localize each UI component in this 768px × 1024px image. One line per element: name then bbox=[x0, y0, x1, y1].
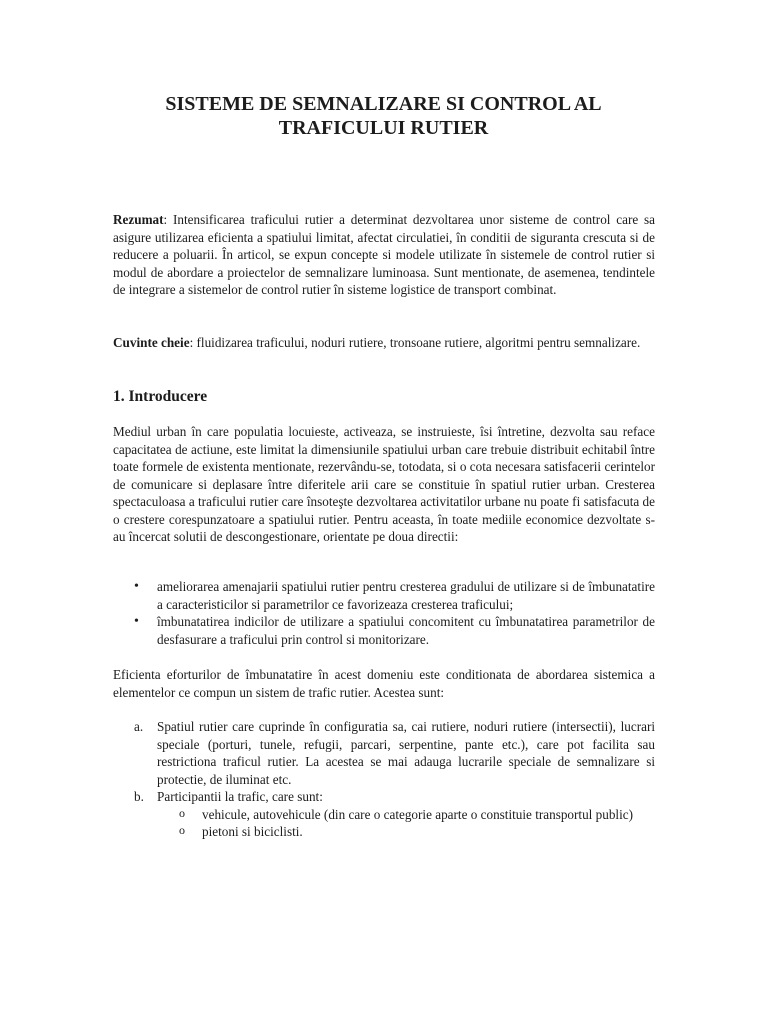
list-marker: b. bbox=[134, 789, 144, 804]
bullet-item: • ameliorarea amenajarii spatiului rutier pentru cresterea gradului de utilizare si de îmbunatatire a caracteristicilor si parametrilor ce favorizeaza cresterea traficului; bbox=[157, 578, 655, 613]
abstract-text: : Intensificarea traficului rutier a determinat dezvoltarea unor sisteme de control care sa asigure utilizarea eficienta a spatiului limitat, afectat circulatiei, în conditii de siguranta crescuta si de reducere a poluarii. În articol, se expun concepte si modele utilizate în sistemele de control rutier si modul de abordare a proiectelor de semnalizare luminoasa. Sunt mentionate, de asemenea, tendintele de integrare a sistemelor de control rutier în sisteme logistice de transport combinat. bbox=[113, 212, 655, 297]
abstract-label: Rezumat bbox=[113, 212, 164, 227]
bullet-list bbox=[157, 578, 655, 648]
lettered-item bbox=[134, 788, 655, 841]
sub-item-text: vehicule, autovehicule (din care o categorie aparte o constituie transportul public) bbox=[202, 806, 633, 822]
keywords-text: : fluidizarea traficului, noduri rutiere, tronsoane rutiere, algoritmi pentru semnalizare. bbox=[189, 335, 641, 350]
section-heading: 1. Introducere bbox=[113, 388, 208, 405]
bullet-item: • îmbunatatirea indicilor de utilizare a spatiului concomitent cu îmbunatatirea parametrilor de desfasurare a traficului prin control si monitorizare. bbox=[157, 613, 655, 648]
sub-list bbox=[157, 806, 655, 841]
intro-paragraph: Mediul urban în care populatia locuieste, activeaza, se instruieste, îsi întretine, dezvolta sau reface capacitatea de actiune, este limitat la dimensiunile spatiului urban care trebuie distribuit echitabil între toate formele de existenta mentionate, rezervându-se, totodata, si o cota necesara satisfacerii cerintelor de comunicare si deplasare între diferitele arii care se constituie în spatiul rutier urban. Cresterea spectaculoasa a traficului rutier care însoteşte dezvoltarea activitatilor urbane nu poate fi satisfacuta de o crestere corespunzatoare a spatiului rutier. Pentru aceasta, în toate mediile economice dezvoltate s-au încercat solutii de descongestionare, orientate pe doua directii: bbox=[113, 424, 655, 544]
lettered-item bbox=[134, 718, 655, 788]
keywords-label: Cuvinte cheie bbox=[113, 335, 190, 350]
abstract-paragraph bbox=[113, 211, 655, 299]
systemic-paragraph: Eficienta eforturilor de îmbunatatire în acest domeniu este conditionata de abordarea sistemica a elementelor ce compun un sistem de trafic rutier. Acestea sunt: bbox=[113, 667, 655, 700]
keywords-paragraph bbox=[113, 334, 655, 352]
lettered-item-text: Participantii la trafic, care sunt: bbox=[157, 789, 323, 804]
circle-bullet-icon: o bbox=[179, 823, 185, 837]
lettered-list bbox=[134, 718, 655, 841]
sub-item bbox=[179, 805, 655, 824]
sub-item-text: pietoni si biciclisti. bbox=[202, 824, 303, 839]
sub-item bbox=[179, 823, 655, 841]
list-marker: a. bbox=[134, 719, 144, 734]
document-title: SISTEME DE SEMNALIZARE SI CONTROL AL TRAFICULUI RUTIER bbox=[165, 93, 602, 139]
lettered-item-text: Spatiul rutier care cuprinde în configuratia sa, cai rutiere, noduri rutiere (intersectii), lucrari speciale (porturi, tunele, refugii, parcari, serpentine, pante etc.), care pot facilita sau restrictiona traficul rutier. La acestea se mai adauga lucrarile speciale de semnalizare si protectie, de iluminat etc. bbox=[157, 719, 655, 787]
circle-bullet-icon: o bbox=[179, 805, 185, 820]
